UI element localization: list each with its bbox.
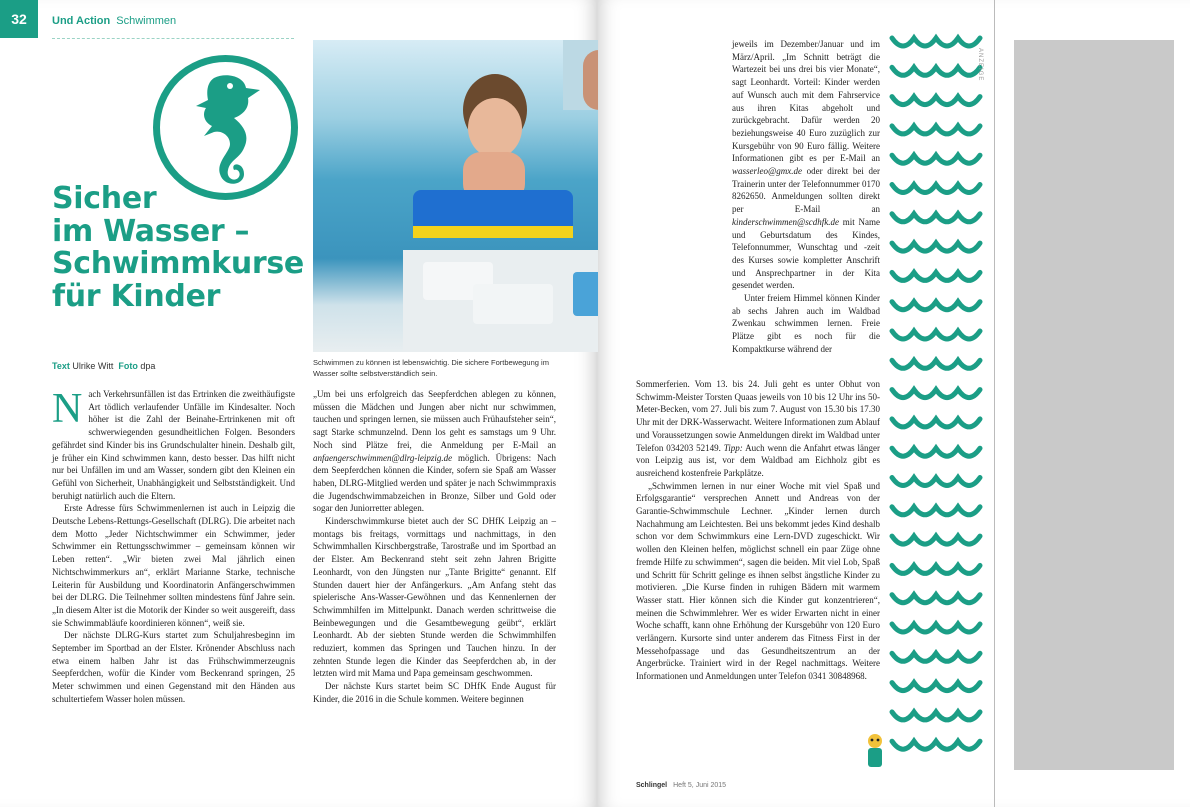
wave-row xyxy=(892,38,980,46)
headline-line-1: Sicher xyxy=(52,181,157,216)
magazine-name: Schlingel xyxy=(636,782,668,789)
headline-line-2: im Wasser – xyxy=(52,213,250,249)
wave-row xyxy=(892,712,980,720)
wave-row xyxy=(892,741,980,749)
paragraph: Der nächste DLRG-Kurs startet zum Schuljahresbeginn im September im Sportbad an der Elster. Krönender Abschluss nach etwa einem halben Jahr ist das Frühschwimmerzeugnis Seepferdchen, wofür die Kinder vom Beckenrand springen, 25 Meter schwimmen und einen Gegenstand mit den Händen aus schultertiefem Wasser holen müssen. xyxy=(52,630,295,704)
photo-label: Foto xyxy=(118,361,138,371)
wave-row xyxy=(892,155,980,163)
wave-row xyxy=(892,390,980,398)
wave-row xyxy=(892,419,980,427)
wave-row xyxy=(892,97,980,105)
advertisement-placeholder xyxy=(1014,40,1174,770)
text-label: Text xyxy=(52,361,70,371)
paragraph: Der nächste Kurs startet beim SC DHfK Ende August für Kinder, die 2016 in die Schule kommen. Weitere beginnen xyxy=(313,681,556,704)
article-column-3 xyxy=(732,38,880,356)
wave-row xyxy=(892,185,980,193)
text-author: Ulrike Witt xyxy=(72,361,114,371)
wave-row xyxy=(892,653,980,661)
article-column-1 xyxy=(52,388,295,706)
email-link[interactable]: anfaengerschwimmen@dlrg-leipzig.de xyxy=(313,452,453,463)
drop-cap: N xyxy=(52,386,83,432)
photo-author: dpa xyxy=(140,361,156,371)
headline-line-4: für Kinder xyxy=(52,279,221,315)
email-link[interactable]: wasserleo@gmx.de xyxy=(732,166,803,177)
wave-row xyxy=(892,448,980,456)
wave-pattern-icon xyxy=(888,32,984,762)
header-rule xyxy=(52,38,294,39)
paragraph: jeweils im Dezember/Januar und im März/April. „Im Schnitt beträgt die Wartezeit bei uns drei bis vier Monate“, sagt Leonhardt. Vorteil: Kinder werden auf Wunsch auch mit dem Fahrservice aus ihren Kitas abgeholt und zurückgebracht. Dafür werden 20 beziehungsweise 40 Euro zuzüglich zur Kursgebühr von 90 Euro fällig. Weitere Informationen gibt es per E-Mail an wasserleo@gmx.de oder direkt bei der Trainerin unter der Telefonnummer 0170 8262650. Anmeldungen sollten direkt per E-Mail an kinderschwimmen@scdhfk.de mit Name und Geburtsdatum des Kindes, Telefonnummer, Wunschtag und -zeit des Kurses sowie kompletter Anschrift und Ansprechpartner in der Kita gesendet werden. xyxy=(732,39,880,291)
mascot-icon xyxy=(864,733,886,773)
headline-line-3: Schwimmkurse xyxy=(52,246,304,282)
article-column-2 xyxy=(313,388,556,706)
section-title: Und Action xyxy=(52,15,111,27)
wave-row xyxy=(892,507,980,515)
wave-row xyxy=(892,565,980,573)
wave-row xyxy=(892,302,980,310)
subsection-title: Schwimmen xyxy=(116,15,177,27)
byline xyxy=(52,361,155,371)
issue-info: Heft 5, Juni 2015 xyxy=(673,782,727,789)
wave-row xyxy=(892,595,980,603)
folio xyxy=(636,782,726,789)
wave-row xyxy=(892,214,980,222)
tip-label: Tipp: xyxy=(723,442,743,453)
paragraph: Kinderschwimmkurse bietet auch der SC DHfK Leipzig an – montags bis freitags, vormittags und nachmittags, in den Schwimmhallen Kirschbergstraße, Tarostraße und im Sportbad an der Elster. Am Beckenrand steht seit zehn Jahren Brigitte Leonhardt, von den Jüngsten nur „Tante Brigitte“ genannt. Elf Stunden dauert hier der Anfängerkurs. „Am Anfang steht das spielerische Ans-Wasser-Gewöhnen und das Kennenlernen der Schwimmhilfen im Mittelpunkt. Danach werden schrittweise die Beinbewegungen und die Gesamtbewegung geübt“, erklärt Leonhardt. Ab der siebten Stunde werden die Schwimmhilfen reduziert, kommen das Springen und Tauchen hinzu. In der zehnten Stunde legen die Kinder das Seepferdchen ab, in der letzten wird mit Mama und Papa gemeinsam geschwommen. xyxy=(313,516,556,679)
headline xyxy=(52,183,312,314)
page-number: 32 xyxy=(0,0,38,38)
paragraph: Nach Verkehrsunfällen ist das Ertrinken die zweithäufigste Art tödlich verlaufender Unfälle im Kindesalter. Noch höher ist die Zahl der Beinahe-Ertrinkenen mit oft schwerwiegenden gesundheitlichen Folgen. Besonders gefährdet sind Kinder bis ins Grundschulalter hinein. Deshalb gilt, je früher ein Kind schwimmen kann, desto besser. Das hilft nicht nur bei Unfällen im und am Wasser, sondern gibt den Kleinen ein Gefühl von Sicherheit, Unabhängigkeit und Selbstständigkeit. Und beruhigt natürlich auch die Eltern. xyxy=(52,386,295,501)
wave-row xyxy=(892,478,980,486)
paragraph: „Um bei uns erfolgreich das Seepferdchen ablegen zu können, müssen die Mädchen und Jungen aber nicht nur schwimmen, tauchen und springen lernen, sie müssen auch Frühaufsteher sein“, sagt Starke schmunzelnd. Denn los geht es samstags um 9 Uhr. Noch sind Plätze frei, die Anmeldung per E-Mail an anfaengerschwimmen@dlrg-leipzig.de möglich. Übrigens: Nach dem Seepferdchen können die Kinder, sofern sie Spaß am Wasser haben, DLRG-Mitglied werden und später je nach Schwimmpraxis die Jugendschwimmabzeichen in Bronze, Silber und Gold oder sogar den Juniorretter ablegen. xyxy=(313,389,556,514)
paragraph: Erste Adresse fürs Schwimmenlernen ist auch in Leipzig die Deutsche Lebens-Rettungs-Gesellschaft (DLRG). Die arbeitet nach dem Motto „Jeder Nichtschwimmer ein Schwimmer, jeder Schwimmer ein Rettungsschwimmer – gemeinsam können wir Leben retten“. „Wir bieten zwei Mal jährlich einen Nichtschwimmerkurs an“, erklärt Marianne Starke, technische Leiterin für Ausbildung und Koordinatorin Anfängerschwimmen bei der DLRG. Die Teilnehmer sollten mindestens fünf Jahre sein. „In diesem Alter ist die Motorik der Kinder so weit ausgereift, dass sie Schwimmabläufe koordinieren können“, weiß sie. xyxy=(52,503,295,628)
wave-row xyxy=(892,331,980,339)
wave-row xyxy=(892,126,980,134)
paragraph: „Schwimmen lernen in nur einer Woche mit viel Spaß und Erfolgsgarantie“ versprechen Annett und Andreas von der Garantie-Schwimmschule Lechner. „Kinder lernen durch Nachahmung am Leichtesten. Bei uns bekommt jedes Kind deshalb schon vor dem Schwimmkurs eine Lern-DVD zugeschickt. Wir wollen den Kleinen helfen, möglichst schnell ein paar Züge ohne fremde Hilfe zu schwimmen“, sagen die beiden. Mit viel Lob, Spaß und Schritt für Schritt gelinge es ihnen selbst ängstliche Kinder zu motivieren. „Die Kurse finden in ruhigen Bädern mit warmem Wasser statt. Hier können sich die Kinder gut konzentrieren“, meinen die Schwimmlehrer. Wer es wider Erwarten nicht in einer Woche schafft, kann ohne Erhöhung der Kursgebühr von 120 Euro verlängern. Kursorte sind unter anderem das Fitness First in der Messehofpassage und das Gesundheitszentrum an der Angerbrücke. Trainiert wird in der Regel nachmittags. Weitere Informationen und Anmeldungen unter Telefon 0341 30848968. xyxy=(636,480,880,682)
email-link[interactable]: kinderschwimmen@scdhfk.de xyxy=(732,216,840,227)
wave-row xyxy=(892,243,980,251)
seahorse-logo-icon xyxy=(153,55,298,200)
wave-row xyxy=(892,67,980,75)
wave-row xyxy=(892,624,980,632)
wave-row xyxy=(892,272,980,280)
paragraph: Unter freiem Himmel können Kinder ab sechs Jahren auch im Waldbad Zwenkau schwimmen lernen. Freie Plätze gibt es noch für die Kompaktkurse während der xyxy=(732,293,880,354)
section-header xyxy=(52,15,176,27)
divider xyxy=(994,0,995,807)
ad-label: ANZEIGE xyxy=(977,48,983,82)
photo-caption: Schwimmen zu können ist lebenswichtig. Die sichere Fortbewegung im Wasser sollte selbstverständlich sein. xyxy=(313,358,549,378)
paragraph: Sommerferien. Vom 13. bis 24. Juli geht es unter Obhut von Schwimm-Meister Torsten Quaas jeweils von 10 bis 12 Uhr ins 50-Meter-Becken, vom 27. Juli bis zum 7. August von 15.30 bis 17.30 Uhr mit der DRK-Wasserwacht. Weitere Informationen zum Ablauf und Voraussetzungen sowie Anmeldungen direkt im Waldbad unter Telefon 034203 52149. Tipp: Auch wenn die Anfahrt etwas länger von Leipzig aus ist, vor dem Waldbad am Eichholz gibt es ausreichend kostenfreie Parkplätze. xyxy=(636,379,880,478)
wave-row xyxy=(892,536,980,544)
article-column-4 xyxy=(636,378,880,683)
wave-row xyxy=(892,683,980,691)
wave-row xyxy=(892,360,980,368)
